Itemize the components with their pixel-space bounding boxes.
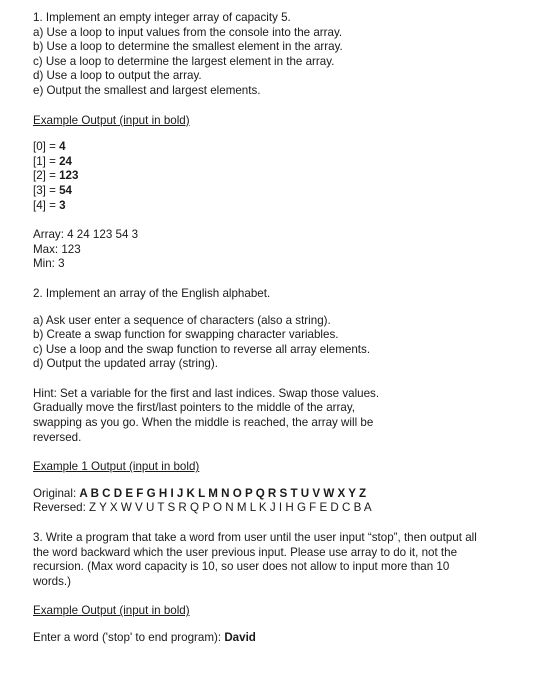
input-index-label: [0] = bbox=[33, 140, 60, 154]
document bbox=[33, 11, 528, 646]
input-index-label: [1] = bbox=[33, 154, 60, 168]
hint-line: Hint: Set a variable for the first and last indices. Swap those values. bbox=[33, 386, 380, 400]
example-array-output: Array: 4 24 123 54 3 bbox=[33, 228, 139, 242]
question-3 bbox=[33, 531, 528, 646]
example-input-line bbox=[33, 155, 528, 170]
question-2-item-c: c) Use a loop and the swap function to reverse all array elements. bbox=[33, 342, 371, 356]
example-min-output: Min: 3 bbox=[33, 257, 65, 271]
question-1-item-e: e) Output the smallest and largest elements. bbox=[33, 83, 261, 97]
example-original-line bbox=[33, 487, 528, 502]
input-index-label: [2] = bbox=[33, 169, 60, 183]
question-1-item-c: c) Use a loop to determine the largest element in the array. bbox=[33, 54, 335, 68]
question-2 bbox=[33, 287, 528, 516]
input-value: 123 bbox=[59, 169, 79, 183]
input-value: 54 bbox=[59, 183, 73, 197]
prompt-value: David bbox=[224, 631, 256, 644]
example-max-output: Max: 123 bbox=[33, 242, 81, 256]
example-input-line bbox=[33, 169, 528, 184]
example-input-line bbox=[33, 140, 528, 155]
question-1-item-a: a) Use a loop to input values from the console into the array. bbox=[33, 25, 343, 39]
hint-line: reversed. bbox=[33, 430, 82, 444]
input-index-label: [3] = bbox=[33, 183, 60, 197]
input-value: 3 bbox=[59, 198, 66, 212]
question-2-item-a: a) Ask user enter a sequence of characters (also a string). bbox=[33, 313, 331, 327]
question-1-item-b: b) Use a loop to determine the smallest element in the array. bbox=[33, 40, 343, 54]
question-1 bbox=[33, 11, 528, 272]
hint-line: Gradually move the first/last pointers to the middle of the array, bbox=[33, 401, 355, 415]
question-2-item-d: d) Output the updated array (string). bbox=[33, 357, 218, 371]
original-value: A B C D E F G H I J K L M N O P Q R S T U V W X Y Z bbox=[79, 486, 367, 500]
question-3-text-line: 3. Write a program that take a word from user until the user input “stop”, then output all bbox=[33, 531, 477, 545]
question-2-example-heading: Example 1 Output (input in bold) bbox=[33, 460, 200, 474]
question-3-example-heading: Example Output (input in bold) bbox=[33, 604, 190, 618]
question-3-text-line: words.) bbox=[33, 574, 72, 588]
input-value: 24 bbox=[59, 154, 73, 168]
question-2-title: 2. Implement an array of the English alphabet. bbox=[33, 286, 271, 300]
original-label: Original: bbox=[33, 486, 80, 500]
example-prompt-line bbox=[33, 631, 528, 646]
example-input-line bbox=[33, 184, 528, 199]
question-1-item-d: d) Use a loop to output the array. bbox=[33, 69, 202, 83]
question-2-item-b: b) Create a swap function for swapping character variables. bbox=[33, 328, 339, 342]
example-input-line bbox=[33, 199, 528, 214]
question-3-text-line: the word backward which the user previous input. Please use array to do it, not the bbox=[33, 545, 458, 559]
example-reversed-line: Reversed: Z Y X W V U T S R Q P O N M L K J I H G F E D C B A bbox=[33, 501, 372, 515]
prompt-label: Enter a word ('stop' to end program): bbox=[33, 631, 225, 644]
hint-line: swapping as you go. When the middle is reached, the array will be bbox=[33, 416, 374, 430]
question-1-title: 1. Implement an empty integer array of capacity 5. bbox=[33, 11, 291, 24]
input-index-label: [4] = bbox=[33, 198, 60, 212]
input-value: 4 bbox=[59, 140, 66, 154]
question-1-example-heading: Example Output (input in bold) bbox=[33, 113, 190, 127]
question-3-text-line: recursion. (Max word capacity is 10, so user does not allow to input more than 10 bbox=[33, 560, 450, 574]
